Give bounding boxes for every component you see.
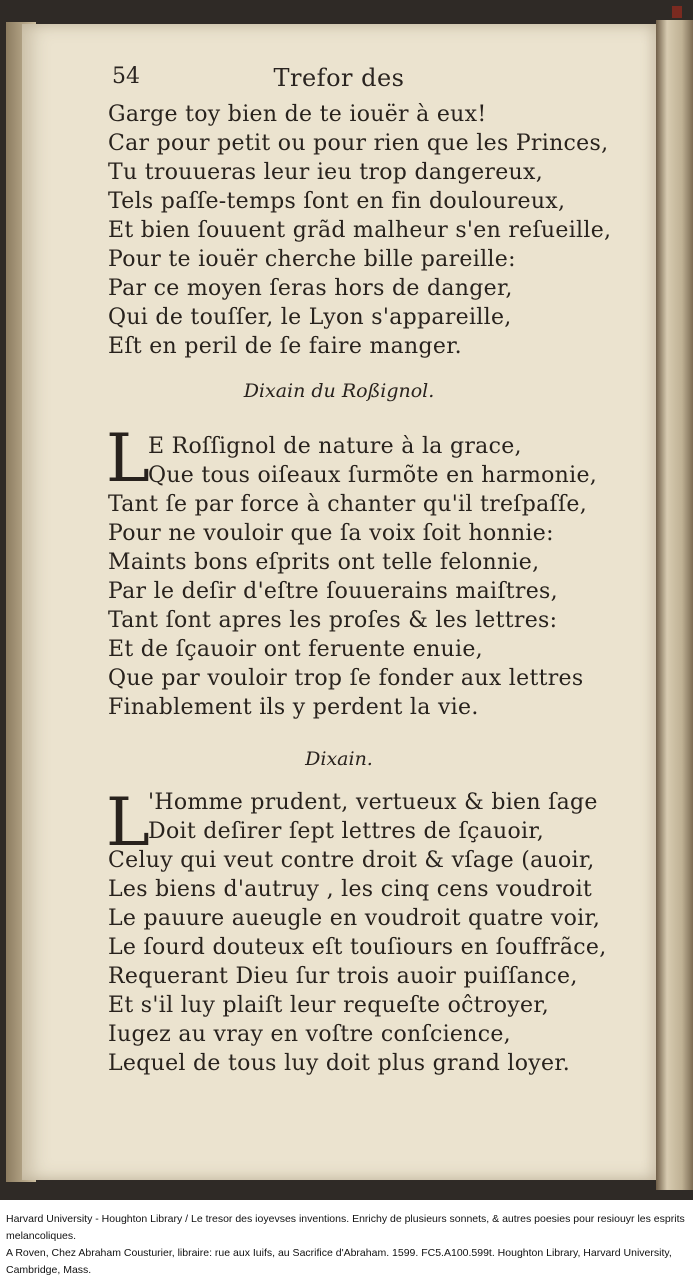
verse-line: Pour ne vouloir que ſa voix ſoit honnie: — [108, 521, 554, 546]
section-heading-rossignol: Dixain du Roßignol. — [243, 380, 435, 402]
drop-cap: L — [106, 784, 150, 861]
running-title: Trefor des — [273, 64, 405, 92]
caption-line-imprint: A Roven, Chez Abraham Cousturier, libraire: rue aux Iuifs, au Sacrifice d'Abraham. 1599. FC5.A100.599t. Houghton Library, Harvard University, Cambridge, Mass. — [6, 1247, 672, 1276]
drop-cap: L — [106, 420, 150, 497]
verse-line: Requerant Dieu ſur trois auoir puiſſance, — [108, 964, 578, 989]
page-number: 54 — [112, 64, 140, 89]
right-page-stack — [656, 20, 693, 1190]
verse-line: Et bien ſouuent grãd malheur s'en reſueille, — [108, 218, 612, 243]
verse-line: Par ce moyen ſeras hors de danger, — [108, 276, 513, 301]
verse-line: Eſt en peril de ſe faire manger. — [108, 334, 462, 359]
image-caption — [0, 1206, 693, 1278]
bookmark-ribbon — [672, 6, 682, 18]
verse-line: 'Homme prudent, vertueux & bien ſage — [148, 790, 598, 815]
book-page — [22, 24, 656, 1180]
verse-line: Le pauure aueugle en voudroit quatre voir, — [108, 906, 601, 931]
stanza-3 — [106, 784, 648, 1078]
verse-line: Tels paſſe-temps ſont en fin douloureux, — [108, 189, 566, 214]
verse-line: Pour te iouër cherche bille pareille: — [108, 247, 516, 272]
verse-line: Le ſourd douteux eſt touſiours en ſouffrãce, — [108, 935, 607, 960]
verse-line: Finablement ils y perdent la vie. — [108, 695, 479, 720]
stanza-1 — [108, 100, 648, 361]
page-header — [22, 62, 656, 96]
caption-line-source: Harvard University - Houghton Library / Le tresor des ioyevses inventions. Enrichy de plusieurs sonnets, & autres poesies pour resiouyr les esprits melancoliques. — [6, 1213, 685, 1242]
verse-line: Car pour petit ou pour rien que les Princes, — [108, 131, 609, 156]
verse-line: Et de ſçauoir ont feruente enuie, — [108, 637, 483, 662]
verse-line: Garge toy bien de te iouër à eux! — [108, 102, 487, 127]
verse-line: Tant ſe par force à chanter qu'il treſpaſſe, — [108, 492, 588, 517]
verse-line: Que tous oiſeaux ſurmõte en harmonie, — [148, 463, 598, 488]
verse-line: E Roſſignol de nature à la grace, — [148, 434, 522, 459]
verse-line: Maints bons eſprits ont telle felonnie, — [108, 550, 540, 575]
verse-line: Et s'il luy plaiſt leur requeſte oĉtroyer, — [108, 993, 550, 1018]
section-heading-dixain: Dixain. — [305, 748, 373, 770]
verse-line: Par le deſir d'eſtre ſouuerains maiſtres, — [108, 579, 558, 604]
stanza-2 — [108, 432, 648, 722]
verse-line: Qui de touſſer, le Lyon s'appareille, — [108, 305, 512, 330]
verse-line: Celuy qui veut contre droit & vſage (auoir, — [108, 848, 595, 873]
verse-line: Doit deſirer ſept lettres de ſçauoir, — [148, 819, 545, 844]
verse-line: Iugez au vray en voſtre conſcience, — [108, 1022, 511, 1047]
verse-line: Tant ſont apres les proſes & les lettres: — [108, 608, 558, 633]
verse-line: Les biens d'autruy , les cinq cens voudroit — [108, 877, 593, 902]
verse-line: Que par vouloir trop ſe fonder aux lettres — [108, 666, 584, 691]
verse-line: Lequel de tous luy doit plus grand loyer. — [108, 1051, 571, 1076]
verse-line: Tu trouueras leur ieu trop dangereux, — [108, 160, 544, 185]
